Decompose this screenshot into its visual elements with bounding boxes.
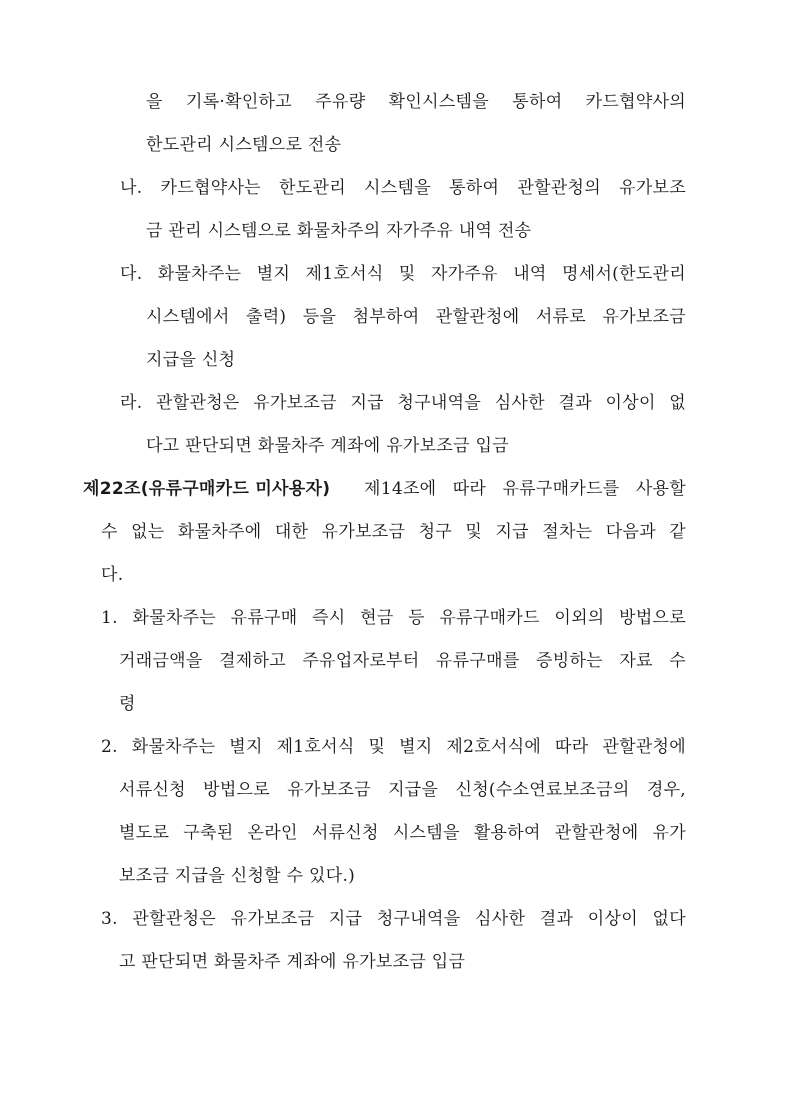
item-3-line-1: 3. 관할관청은 유가보조금 지급 청구내역을 심사한 결과 이상이 없다 — [101, 909, 686, 929]
item-da-line-3: 지급을 신청 — [146, 350, 236, 370]
item-ga-continuation-line-2: 한도관리 시스템으로 전송 — [146, 135, 342, 155]
item-1-line-1: 1. 화물차주는 유류구매 즉시 현금 등 유류구매카드 이외의 방법으로 — [101, 608, 686, 628]
item-da-line-1: 다. 화물차주는 별지 제1호서식 및 자가주유 내역 명세서(한도관리 — [120, 264, 686, 284]
item-3-line-2: 고 판단되면 화물차주 계좌에 유가보조금 입금 — [119, 952, 466, 972]
item-2-line-2: 서류신청 방법으로 유가보조금 지급을 신청(수소연료보조금의 경우, — [119, 780, 686, 800]
item-na-line-2: 금 관리 시스템으로 화물차주의 자가주유 내역 전송 — [146, 221, 532, 241]
article-22-line-3: 다. — [101, 565, 124, 585]
item-1-line-3: 령 — [119, 694, 136, 714]
article-22-heading-line — [83, 477, 686, 501]
item-ga-continuation-line-1: 을 기록·확인하고 주유량 확인시스템을 통하여 카드협약사의 — [146, 92, 686, 112]
item-ra-line-1: 라. 관할관청은 유가보조금 지급 청구내역을 심사한 결과 이상이 없 — [120, 393, 686, 413]
article-22-line-1-text: 제14조에 따라 유류구매카드를 사용할 — [364, 479, 686, 499]
article-22-line-2: 수 없는 화물차주에 대한 유가보조금 청구 및 지급 절차는 다음과 같 — [101, 522, 686, 542]
article-22-title: 제22조(유류구매카드 미사용자) — [83, 479, 331, 499]
item-2-line-3: 별도로 구축된 온라인 서류신청 시스템을 활용하여 관할관청에 유가 — [119, 823, 686, 843]
item-2-line-1: 2. 화물차주는 별지 제1호서식 및 별지 제2호서식에 따라 관할관청에 — [101, 737, 686, 757]
item-da-line-2: 시스템에서 출력) 등을 첨부하여 관할관청에 서류로 유가보조금 — [146, 307, 686, 327]
item-2-line-4: 보조금 지급을 신청할 수 있다.) — [119, 866, 356, 886]
item-ra-line-2: 다고 판단되면 화물차주 계좌에 유가보조금 입금 — [146, 436, 509, 456]
item-1-line-2: 거래금액을 결제하고 주유업자로부터 유류구매를 증빙하는 자료 수 — [119, 651, 686, 671]
item-na-line-1: 나. 카드협약사는 한도관리 시스템을 통하여 관할관청의 유가보조 — [120, 178, 686, 198]
